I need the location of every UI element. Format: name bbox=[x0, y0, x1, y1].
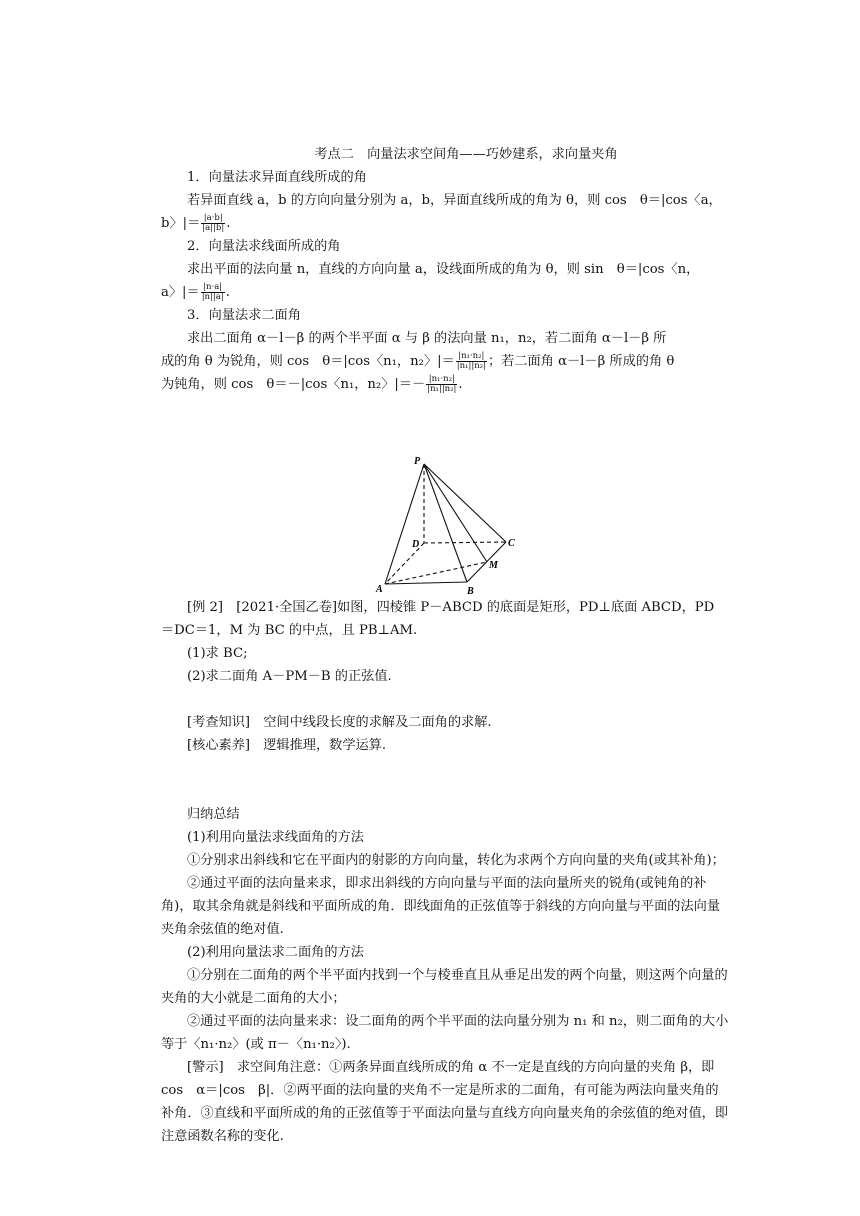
summary-heading-1: (1)利用向量法求线面角的方法 bbox=[187, 830, 364, 845]
fraction-4 bbox=[426, 375, 457, 394]
heading-1: 1．向量法求异面直线所成的角 bbox=[187, 170, 367, 185]
para-3-lead: 成的角 θ 为锐角，则 cos θ＝|cos〈n₁，n₂〉|＝ bbox=[161, 354, 455, 369]
heading-2: 2．向量法求线面所成的角 bbox=[187, 239, 341, 254]
para-3-lead-2: 为钝角，则 cos θ＝－|cos〈n₁，n₂〉|＝－ bbox=[161, 377, 426, 392]
knowledge-line: [考查知识] 空间中线段长度的求解及二面角的求解. bbox=[187, 715, 492, 730]
para-3-tail: ；若二面角 α－l－β 所成的角 θ bbox=[487, 354, 675, 369]
warning-paragraph: [警示] 求空间角注意：①两条异面直线所成的角 α 不一定是直线的方向向量的夹角 β，即 cos α＝|cos β|．②两平面的法向量的夹角不一定是所求的二面角，有可能为两法向量夹角的补角．③直线和平面所成的角的正弦值等于平面法向量与直线方向向量夹角的余弦值的绝对值，即注意函数名称的变化. bbox=[161, 1060, 729, 1144]
heading-3: 3．向量法求二面角 bbox=[187, 308, 301, 323]
summary-2b: ②通过平面的法向量来求：设二面角的两个半平面的法向量分别为 n₁ 和 n₂，则二面角的大小等于〈n₁·n₂〉(或 π－〈n₁·n₂〉). bbox=[161, 1014, 729, 1052]
para-3-line-1: 求出二面角 α－l－β 的两个半平面 α 与 β 的法向量 n₁，n₂，若二面角 α－l－β 所 bbox=[187, 331, 667, 346]
fraction-2-den: |n||a| bbox=[201, 292, 224, 302]
fraction-2-num: |n·a| bbox=[201, 283, 225, 293]
edge-PB bbox=[424, 464, 467, 582]
edge-BC bbox=[467, 542, 506, 582]
fraction-3-den: |n₁||n₂| bbox=[456, 361, 486, 371]
fraction-1-num: |a·b| bbox=[201, 214, 225, 224]
label-P: P bbox=[414, 456, 421, 467]
para-1-line-1: 若异面直线 a，b 的方向向量分别为 a，b，异面直线所成的角为 θ，则 cos θ＝|cos〈a， bbox=[187, 193, 722, 208]
para-2-lead: a〉|＝ bbox=[161, 285, 200, 300]
example-line-1: [例 2] [2021·全国乙卷]如图，四棱锥 P－ABCD 的底面是矩形，PD⊥底面 ABCD，PD bbox=[187, 600, 715, 615]
para-1-line-2: b〉|＝ $\frac{|a\cdot b|}{|a||b|}$ . bbox=[161, 213, 231, 233]
fraction-1 bbox=[201, 214, 225, 233]
label-M: M bbox=[489, 560, 498, 571]
edge-PA bbox=[385, 464, 424, 584]
label-B: B bbox=[467, 586, 474, 597]
pyramid-figure bbox=[372, 452, 532, 598]
label-A: A bbox=[376, 584, 383, 595]
fraction-4-num: |n₁·n₂| bbox=[426, 375, 457, 385]
para-1-lead: b〉|＝ bbox=[161, 216, 201, 231]
summary-heading-2: (2)利用向量法求二面角的方法 bbox=[187, 945, 364, 960]
fraction-4-den: |n₁||n₂| bbox=[427, 384, 457, 394]
example-question-2: (2)求二面角 A－PM－B 的正弦值. bbox=[187, 669, 392, 684]
fraction-3 bbox=[456, 352, 487, 371]
fraction-1-den: |a||b| bbox=[202, 223, 225, 233]
summary-title: 归纳总结 bbox=[187, 807, 240, 822]
edge-DC bbox=[424, 542, 506, 543]
edge-AB bbox=[385, 582, 467, 584]
section-title: 考点二 向量法求空间角——巧妙建系，求向量夹角 bbox=[314, 147, 618, 162]
example-question-1: (1)求 BC; bbox=[187, 646, 248, 661]
section-top bbox=[161, 143, 731, 396]
edge-PC bbox=[424, 464, 506, 542]
label-D: D bbox=[412, 539, 420, 550]
summary-1b: ②通过平面的法向量来求，即求出斜线的方向向量与平面的法向量所夹的锐角(或钝角的补角)，取其余角就是斜线和平面所成的角．即线面角的正弦值等于斜线的方向向量与平面的法向量夹角余弦值的绝对值. bbox=[161, 876, 721, 937]
fraction-2 bbox=[201, 283, 225, 302]
summary-2a: ①分别在二面角的两个半平面内找到一个与棱垂直且从垂足出发的两个向量，则这两个向量的夹角的大小就是二面角的大小； bbox=[161, 968, 728, 1006]
label-C: C bbox=[508, 538, 515, 549]
para-3-line-3: 为钝角，则 cos θ＝－|cos〈n₁，n₂〉|＝－ $\frac{\text{|n₁·n₂|}}{\text{|n₁||n₂|}}$ . bbox=[161, 374, 463, 394]
para-2-line-2: a〉|＝ $\frac{|n\cdot a|}{|n||a|}$ . bbox=[161, 282, 230, 302]
para-3-line-2 bbox=[161, 350, 731, 373]
edge-PM bbox=[424, 464, 487, 562]
edge-AM bbox=[385, 562, 487, 584]
fraction-3-num: |n₁·n₂| bbox=[456, 352, 487, 362]
summary-1a: ①分别求出斜线和它在平面内的射影的方向向量，转化为求两个方向向量的夹角(或其补角)； bbox=[187, 853, 725, 868]
example-block bbox=[161, 596, 731, 1148]
para-2-line-1: 求出平面的法向量 n，直线的方向向量 a，设线面所成的角为 θ，则 sin θ＝|cos〈n， bbox=[187, 262, 700, 277]
literacy-line: [核心素养] 逻辑推理，数学运算. bbox=[187, 738, 387, 753]
example-line-2: ＝DC＝1，M 为 BC 的中点，且 PB⊥AM. bbox=[161, 623, 418, 638]
